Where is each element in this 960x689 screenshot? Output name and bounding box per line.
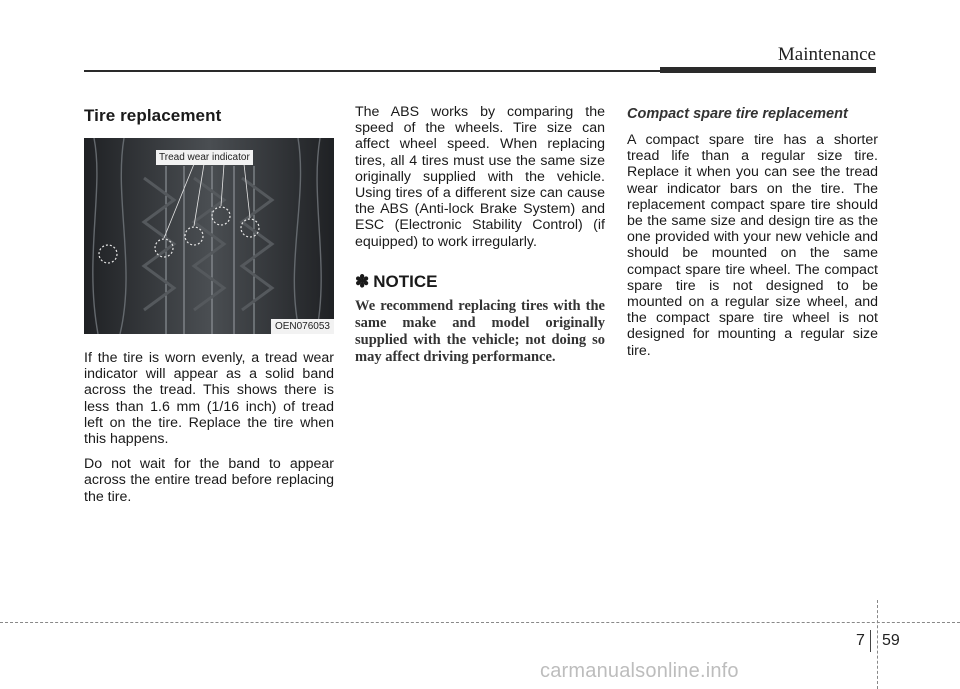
paragraph: The ABS works by comparing the speed of the wheels. Tire size can affect wheel speed. When replacing tires, all 4 tires must use the same size originally supplied with the vehicle. Using tires of a different size can cause the ABS (Anti-lock Brake System) and ESC (Electronic Stability Control) (if equipped) to work irregularly. <box>355 104 605 250</box>
subsection-heading-compact-spare: Compact spare tire replacement <box>627 106 848 122</box>
column-right <box>627 106 878 368</box>
chapter-number: 7 <box>856 632 865 649</box>
paragraph: Do not wait for the band to appear across the entire tread before replacing the tire. <box>84 456 334 505</box>
asterisk-icon: ✽ <box>355 271 370 291</box>
header-section-title: Maintenance <box>777 44 876 65</box>
section-heading-tire-replacement: Tire replacement <box>84 106 222 125</box>
column-middle <box>355 106 605 366</box>
paragraph: A compact spare tire has a shorter tread life than a regular size tire. Replace it when you can see the tread wear indicator bars on the tire. The replacement compact spare tire should be the same size and design tire as the one provided with your new vehicle and should be mounted on the same compact spare tire wheel. The compact spare tire is not designed to be mounted on a regular size wheel, and the compact spare tire wheel is not designed for mounting a regular size tire. <box>627 132 878 359</box>
tire-tread-illustration <box>84 138 334 334</box>
notice-body: We recommend replacing tires with the same make and model originally supplied with the vehicle; not doing so may affect driving performance. <box>355 297 605 365</box>
figure-code: OEN076053 <box>271 319 334 334</box>
watermark: carmanualsonline.info <box>540 660 739 682</box>
footer-rule <box>0 622 960 623</box>
notice-title: NOTICE <box>373 271 438 291</box>
header-rule-accent <box>660 67 876 73</box>
tire-tread-figure <box>84 138 334 334</box>
paragraph: If the tire is worn evenly, a tread wear indicator will appear as a solid band across the tread. This shows there is less than 1.6 mm (1/16 inch) of tread left on the tire. Replace the tire when this happens. <box>84 350 334 448</box>
page-number-divider <box>870 630 871 652</box>
column-left <box>84 106 334 514</box>
footer-crop-mark <box>877 600 878 689</box>
page-number: 59 <box>882 632 900 649</box>
tread-wear-indicator-callout: Tread wear indicator <box>156 150 253 165</box>
notice-heading <box>355 272 605 292</box>
